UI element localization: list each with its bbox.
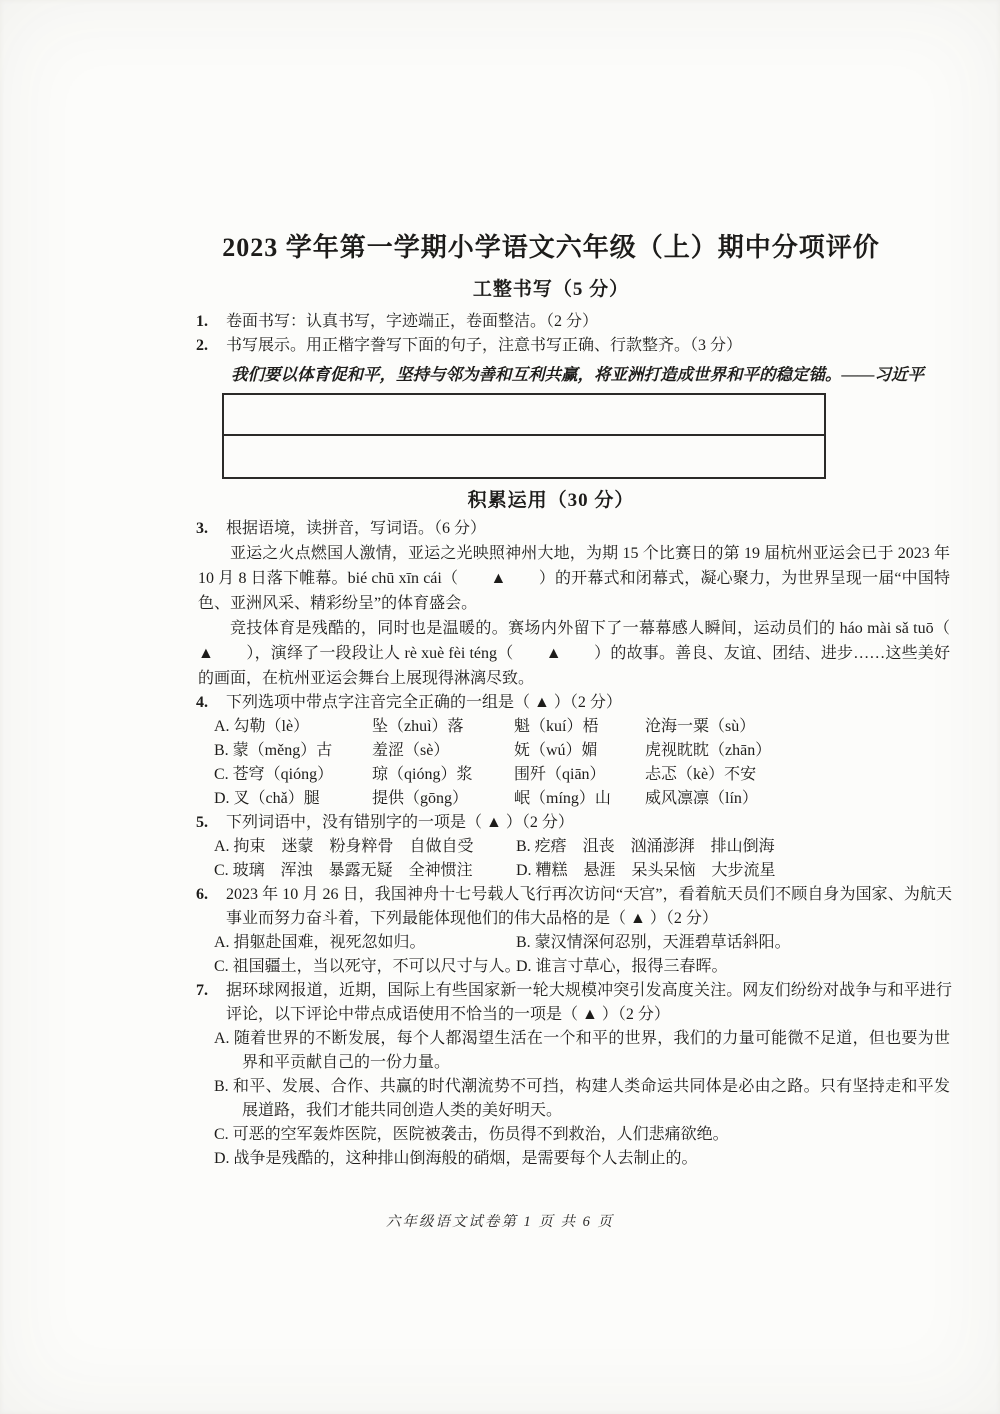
q5-cell: B. 疙瘩 沮丧 汹涌澎湃 排山倒海 <box>516 838 775 855</box>
question-3-number: 3. <box>196 520 208 537</box>
q4-cell: 羞涩（sè） <box>372 742 450 759</box>
page-title: 2023 学年第一学期小学语文六年级（上）期中分项评价 <box>222 233 880 262</box>
q4-cell: B. 蒙（měng）古 <box>214 742 333 759</box>
q6-cell: B. 蒙汉情深何忍别，天涯碧草话斜阳。 <box>516 934 791 951</box>
q4-cell: 琼（qióng）浆 <box>372 766 473 783</box>
question-1 <box>150 310 952 334</box>
q4-cell: 忐忑（kè）不安 <box>645 766 757 783</box>
copy-sentence-quote: 我们要以体育促和平，坚持与邻为善和互利共赢，将亚洲打造成世界和平的稳定锚。——习近平 <box>231 365 924 384</box>
question-5-stem: 下列词语中，没有错别字的一项是（ ▲ ）（2 分） <box>226 814 574 831</box>
q7-option-b: B. 和平、发展、合作、共赢的时代潮流势不可挡，构建人类命运共同体是必由之路。只有坚持走和平发展道路，我们才能共同创造人类的美好明天。 <box>214 1078 950 1119</box>
q6-cell: D. 谁言寸草心，报得三春晖。 <box>516 958 728 975</box>
q5-cell: C. 玻璃 浑浊 暴露无疑 全神惯注 <box>214 862 473 879</box>
q4-option-row-d <box>214 787 950 811</box>
question-1-text: 卷面书写：认真书写，字迹端正，卷面整洁。（2 分） <box>226 313 599 330</box>
question-6 <box>150 883 952 931</box>
question-6-number: 6. <box>196 886 208 903</box>
question-2-text: 书写展示。用正楷字誊写下面的句子，注意书写正确、行款整齐。（3 分） <box>226 337 743 354</box>
q4-cell: 沧海一粟（sù） <box>645 718 756 735</box>
question-1-number: 1. <box>196 313 208 330</box>
q7-option-a: A. 随着世界的不断发展，每个人都渴望生活在一个和平的世界，我们的力量可能微不足道，但也要为世界和平贡献自己的一份力量。 <box>214 1030 950 1071</box>
question-7-number: 7. <box>196 982 208 999</box>
question-5 <box>150 811 952 835</box>
q6-cell: C. 祖国疆土，当以死守，不可以尺寸与人。 <box>214 958 521 975</box>
question-5-number: 5. <box>196 814 208 831</box>
q4-cell: D. 叉（chǎ）腿 <box>214 790 320 807</box>
q6-option-row-ab <box>214 931 950 955</box>
question-7 <box>150 979 952 1027</box>
q4-cell: 岷（míng）山 <box>514 790 611 807</box>
q4-cell: 围歼（qiān） <box>514 766 606 783</box>
q4-option-row-c <box>214 763 950 787</box>
writing-box-row-1 <box>224 395 824 436</box>
q6-cell: A. 捐躯赴国难，视死忽如归。 <box>214 934 426 951</box>
q4-cell: 妩（wú）媚 <box>514 742 598 759</box>
question-2 <box>150 334 952 358</box>
q4-cell: 虎视眈眈（zhān） <box>645 742 772 759</box>
q5-cell: A. 拘束 迷蒙 粉身粹骨 自做自受 <box>214 838 474 855</box>
question-4-stem: 下列选项中带点字注音完全正确的一组是（ ▲ ）（2 分） <box>226 694 622 711</box>
question-4-number: 4. <box>196 694 208 711</box>
q7-option-c: C. 可恶的空军轰炸医院，医院被袭击，伤员得不到救治，人们悲痛欲绝。 <box>214 1126 729 1143</box>
question-4 <box>150 691 952 715</box>
question-7-stem: 据环球网报道，近期，国际上有些国家新一轮大规模冲突引发高度关注。网友们纷纷对战争与和平进行评论，以下评论中带点成语使用不恰当的一项是（ ▲ ）（2 分） <box>226 982 952 1023</box>
page-content <box>150 232 983 1171</box>
q7-option-d: D. 战争是残酷的，这种排山倒海般的硝烟，是需要每个人去制止的。 <box>214 1150 698 1167</box>
question-2-number: 2. <box>196 337 208 354</box>
q5-option-row-ab <box>214 835 950 859</box>
section-heading-accumulation: 积累运用（30 分） <box>467 490 635 511</box>
q6-option-row-cd <box>214 955 950 979</box>
q4-cell: A. 勾勒（lè） <box>214 718 310 735</box>
section-heading-neat-handwriting: 工整书写（5 分） <box>472 279 630 300</box>
q4-cell: C. 苍穹（qióng） <box>214 766 334 783</box>
page-footer: 六年级语文试卷第 1 页 共 6 页 <box>385 1214 615 1230</box>
q4-option-row-a <box>214 715 950 739</box>
q4-option-row-b <box>214 739 950 763</box>
writing-box <box>222 393 826 479</box>
q4-cell: 坠（zhuì）落 <box>372 718 464 735</box>
question-3 <box>150 517 952 541</box>
q4-cell: 提供（gōng） <box>372 790 469 807</box>
question-6-stem: 2023 年 10 月 26 日，我国神舟十七号载人飞行再次访问“天宫”，看着航天员们不顾自身为国家、为航天事业而努力奋斗着，下列最能体现他们的伟大品格的是（ ▲ ）（2 分） <box>226 886 952 927</box>
writing-box-row-2 <box>224 436 824 477</box>
q4-cell: 威风凛凛（lín） <box>645 790 758 807</box>
q3-paragraph-2: 竞技体育是残酷的，同时也是温暖的。赛场内外留下了一幕幕感人瞬间，运动员们的 háo mài sǎ tuō（ ▲ ），演绎了一段段让人 rè xuè fèi téng（ ▲ ）的故事。善良、友谊、团结、进步……这些美好的画面，在杭州亚运会舞台上展现得淋漓尽致。 <box>198 620 983 687</box>
q3-paragraph-1: 亚运之火点燃国人激情，亚运之光映照神州大地，为期 15 个比赛日的第 19 届杭州亚运会已于 2023 年 10 月 8 日落下帷幕。bié chū xīn cái（ ▲ ）的开幕式和闭幕式，凝心聚力，为世界呈现一届“中国特色、亚洲风采、精彩纷呈”的体育盛会。 <box>198 545 950 612</box>
q5-cell: D. 糟糕 悬涯 呆头呆恼 大步流星 <box>516 862 776 879</box>
q4-cell: 魁（kuí）梧 <box>514 718 599 735</box>
q5-option-row-cd <box>214 859 950 883</box>
question-3-stem: 根据语境，读拼音，写词语。（6 分） <box>226 520 487 537</box>
